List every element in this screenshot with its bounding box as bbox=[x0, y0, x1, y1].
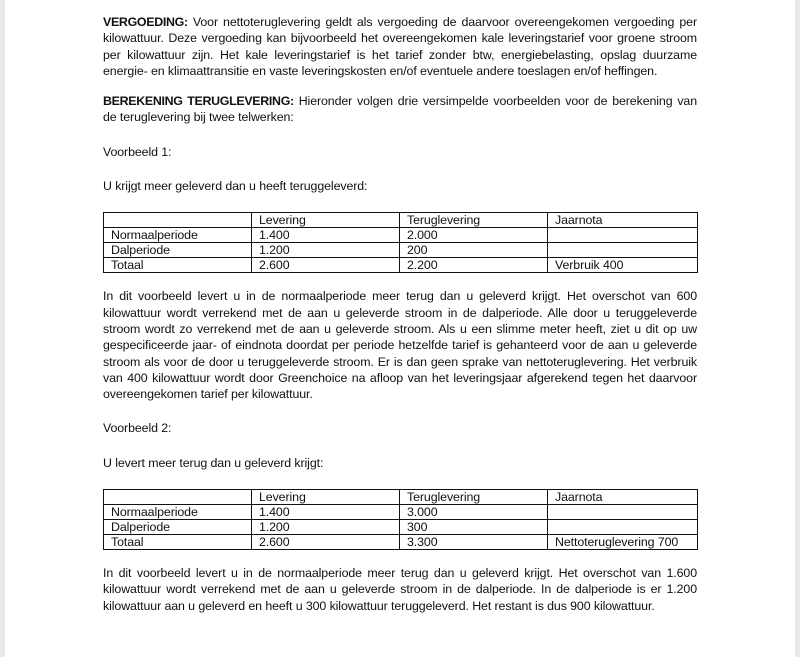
table-cell: Verbruik 400 bbox=[548, 258, 698, 273]
table-cell bbox=[548, 228, 698, 243]
table-cell: Jaarnota bbox=[548, 213, 698, 228]
table-cell bbox=[548, 520, 698, 535]
example2-explanation: In dit voorbeeld levert u in de normaalperiode meer terug dan u geleverd krijgt. Het overschot van 1.600 kilowattuur wordt verrekend met de aan u geleverde stroom in de dalperiode. In de dalperiode is er 1.200 kilowattuur aan u geleverd en heeft u 300 kilowattuur teruggeleverd. Het restant is dus 900 kilowattuur. bbox=[103, 566, 697, 613]
table-cell: Normaalperiode bbox=[104, 228, 252, 243]
example2-subtitle: U levert meer terug dan u geleverd krijgt: bbox=[103, 455, 324, 470]
table-cell bbox=[104, 213, 252, 228]
table-cell: Dalperiode bbox=[104, 243, 252, 258]
document-body bbox=[103, 14, 697, 614]
heading-vergoeding: VERGOEDING: bbox=[103, 15, 188, 29]
table-cell: Normaalperiode bbox=[104, 505, 252, 520]
example1-subtitle: U krijgt meer geleverd dan u heeft teruggeleverd: bbox=[103, 179, 368, 194]
table-cell bbox=[548, 243, 698, 258]
table-row bbox=[104, 258, 698, 273]
table-cell: 1.200 bbox=[252, 243, 400, 258]
table-cell: 200 bbox=[400, 243, 548, 258]
text-berekening: Hieronder volgen drie versimpelde voorbeelden voor de berekening van de teruglevering bij twee telwerken: bbox=[103, 94, 698, 125]
table-cell: 3.000 bbox=[400, 505, 548, 520]
table-row bbox=[104, 228, 698, 243]
table-header-row bbox=[104, 490, 698, 505]
text-vergoeding: Voor nettoteruglevering geldt als vergoeding de daarvoor overeengekomen vergoeding per kilowattuur. Deze vergoeding kan bijvoorbeeld het overeengekomen kale leveringstarief voor groene stroom per kilowattuur zijn. Het kale leveringstarief is het tarief zonder btw, energiebelasting, opslag duurzame energie- en klimaattransitie en vaste leveringskosten en/of eventuele andere toeslagen en/of heffingen. bbox=[103, 15, 697, 78]
table-cell: 1.400 bbox=[252, 505, 400, 520]
paragraph-berekening bbox=[103, 93, 697, 126]
table-cell: 2.600 bbox=[252, 535, 400, 550]
table-cell: Levering bbox=[252, 490, 400, 505]
table-cell: Jaarnota bbox=[548, 490, 698, 505]
table-cell: 1.400 bbox=[252, 228, 400, 243]
table-cell: Nettoteruglevering 700 bbox=[548, 535, 698, 550]
heading-berekening: BEREKENING TERUGLEVERING: bbox=[103, 94, 294, 109]
table-cell: 1.200 bbox=[252, 520, 400, 535]
example1-explanation: In dit voorbeeld levert u in de normaalperiode meer terug dan u geleverd krijgt. Het overschot van 600 kilowattuur wordt verrekend met de aan u geleverde stroom in de dalperiode. Alle door u teruggeleverde stroom wordt zo verrekend met de aan u geleverde stroom. Als u een slimme meter heeft, ziet u dit op uw gespecificeerde jaar- of eindnota doordat per periode hetzelfde tarief is gehanteerd voor de aan u geleverde stroom als voor de door u teruggeleverde stroom. Er is dan geen sprake van nettoteruglevering. Het verbruik van 400 kilowattuur wordt door Greenchoice na afloop van het leveringsjaar afgerekend tegen het daarvoor overeengekomen tarief per kilowattuur. bbox=[103, 289, 697, 402]
table-cell bbox=[548, 505, 698, 520]
example2-title: Voorbeeld 2: bbox=[103, 421, 172, 436]
table-cell: Teruglevering bbox=[400, 490, 548, 505]
table-cell: 2.200 bbox=[400, 258, 548, 273]
table-row bbox=[104, 505, 698, 520]
table-cell: 3.300 bbox=[400, 535, 548, 550]
table-cell bbox=[104, 490, 252, 505]
table-cell: Totaal bbox=[104, 535, 252, 550]
paragraph-vergoeding bbox=[103, 14, 697, 79]
table-cell: Dalperiode bbox=[104, 520, 252, 535]
table-row bbox=[104, 520, 698, 535]
table-cell: Teruglevering bbox=[400, 213, 548, 228]
example1-table bbox=[103, 212, 698, 273]
table-row bbox=[104, 243, 698, 258]
table-row bbox=[104, 535, 698, 550]
table-cell: 2.000 bbox=[400, 228, 548, 243]
table-cell: Totaal bbox=[104, 258, 252, 273]
table-cell: 300 bbox=[400, 520, 548, 535]
table-cell: 2.600 bbox=[252, 258, 400, 273]
example2-table bbox=[103, 489, 698, 550]
table-cell: Levering bbox=[252, 213, 400, 228]
example1-title: Voorbeeld 1: bbox=[103, 144, 172, 159]
table-header-row bbox=[104, 213, 698, 228]
